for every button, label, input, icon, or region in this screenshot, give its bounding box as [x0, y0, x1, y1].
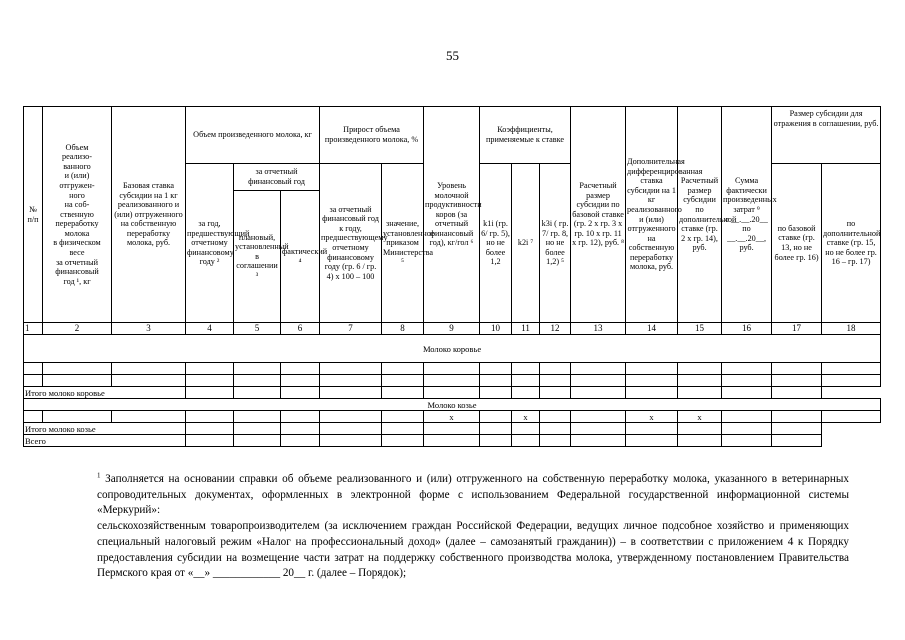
- column-number-cell: 7: [320, 323, 382, 335]
- table-cell: [112, 375, 186, 387]
- header-k3: k3i ( гр. 7/ гр. 8, но не более 1,2) ⁵: [540, 164, 571, 323]
- table-cell: [24, 375, 43, 387]
- table-cell: [540, 363, 571, 375]
- header-actual-costs-period: с __.__.20__ по __.__.20__, руб.: [725, 214, 768, 253]
- header-group-growth: Прирост объема произведенного молока, %: [320, 107, 424, 164]
- header-actual-costs: [722, 107, 777, 323]
- table-cell: [382, 375, 424, 387]
- table-cell: [281, 363, 320, 375]
- column-number-cell: 8: [382, 323, 424, 335]
- goat-total-row: [24, 423, 881, 435]
- subsidy-calculation-table: [23, 106, 881, 447]
- header-sold-volume-line: Объем: [65, 142, 89, 152]
- header-calc-base-subsidy: Расчетный размер субсидии по базовой ставке (гр. 2 х гр. 3 х гр. 10 х гр. 11 х гр. 12), руб. ⁸: [571, 107, 626, 323]
- column-number-cell: 12: [540, 323, 571, 335]
- table-cell: [43, 363, 112, 375]
- footnote-1-mark: 1: [97, 471, 101, 480]
- table-cell: [512, 363, 540, 375]
- table-cell: [571, 363, 626, 375]
- header-sold-volume-line: ванного: [63, 161, 91, 171]
- footnote-1: [64, 472, 849, 582]
- table-cell: [678, 363, 722, 375]
- column-numbers-row: [24, 323, 881, 335]
- goat-row: [24, 411, 881, 423]
- table-cell: [626, 375, 678, 387]
- header-base-rate: Базовая ставка субсидии на 1 кг реализованного и (или) отгруженного на собственную переработку молока, руб.: [112, 107, 186, 323]
- table-cell: [424, 363, 480, 375]
- table-cell: [822, 363, 881, 375]
- section-goat-milk: Молоко козье: [24, 399, 881, 411]
- column-number-cell: 6: [281, 323, 320, 335]
- header-sold-volume-line: переработку: [55, 219, 99, 229]
- table-cell: [626, 363, 678, 375]
- header-group-coefficients: Коэффициенты, применяемые к ставке: [480, 107, 571, 164]
- header-sold-volume-line: реализо-: [61, 152, 92, 162]
- header-productivity: Уровень молочной продуктивности коров (за отчетный финансовый год), кг/гол ⁶: [424, 107, 480, 323]
- footnote-1-paragraph-2: сельскохозяйственным товаропроизводителем (за исключением граждан Российской Федерации, ведущих личное подсобное хозяйство и применяющих специальный налоговый режим «Налог на профессиональный доход» (далее – самозанятый гражданин)) – в соответствии с приложением 4 к Порядку предоставления субсидии на возмещение части затрат на поддержку собственного производства молока, утвержденному постановлением Правительства Пермского края от «__» ____________ 20__ г. (далее – Порядок);: [97, 520, 849, 580]
- column-number-cell: 15: [678, 323, 722, 335]
- header-planned-volume: плановый, установленный в соглашении ³: [234, 191, 281, 323]
- table-cell: [281, 375, 320, 387]
- section-cow-milk: Молоко коровье: [24, 335, 881, 363]
- column-number-cell: 5: [234, 323, 281, 335]
- column-number-cell: 18: [822, 323, 881, 335]
- header-k1: k1i (гр. 6/ гр. 5), но не более 1,2: [480, 164, 512, 323]
- header-k2: k2i ⁷: [512, 164, 540, 323]
- header-growth-actual: за отчетный финансовый год к году, предшествующему отчетному финансовому году (гр. 6 / гр. 4) х 100 – 100: [320, 164, 382, 323]
- header-sold-volume-line: в физическом: [53, 238, 101, 248]
- goat-total-label: Итого молоко козье: [24, 423, 186, 435]
- cow-total-row: [24, 387, 881, 399]
- grand-total-label: Всего: [24, 435, 186, 447]
- table-cell: [480, 375, 512, 387]
- table-cell: [320, 375, 382, 387]
- table-row: [24, 375, 881, 387]
- table-cell: [424, 375, 480, 387]
- header-sold-volume-line: за отчетный: [55, 257, 99, 267]
- header-additional-rate: Дополнительная дифференцированная ставка субсидии на 1 кг реализованного и (или) отгруженного на собственную переработку молока, руб.: [626, 107, 678, 323]
- table-cell: [772, 363, 822, 375]
- table-cell: [186, 363, 234, 375]
- table-row: [24, 363, 881, 375]
- header-sold-volume-line: молока: [64, 228, 90, 238]
- header-sold-volume-line: и (или): [64, 171, 90, 181]
- table-cell: [822, 375, 881, 387]
- cow-total-label: Итого молоко коровье: [24, 387, 186, 399]
- table-cell: [678, 375, 722, 387]
- table-cell: [234, 375, 281, 387]
- x-mark: х: [512, 411, 540, 423]
- header-group-subsidy: Размер субсидии для отражения в соглашении, руб.: [772, 107, 881, 164]
- table-cell: [43, 375, 112, 387]
- table-cell: [772, 375, 822, 387]
- table-cell: [320, 363, 382, 375]
- column-number-cell: 1: [24, 323, 43, 335]
- header-group-reporting-year: за отчетный финансовый год: [234, 164, 320, 191]
- table-cell: [540, 375, 571, 387]
- column-number-cell: 4: [186, 323, 234, 335]
- x-mark: х: [678, 411, 722, 423]
- header-group-produced-volume: Объем произведенного молока, кг: [186, 107, 320, 164]
- column-number-cell: 2: [43, 323, 112, 335]
- table-cell: [186, 375, 234, 387]
- header-subsidy-base: по базовой ставке (гр. 13, но не более гр. 16): [772, 164, 822, 323]
- table-cell: [512, 375, 540, 387]
- table-cell: [24, 363, 43, 375]
- header-actual-volume: фактический ⁴: [281, 191, 320, 323]
- header-row-number: № п/п: [24, 107, 43, 323]
- header-prev-year-volume: за год, предшествующий отчетному финансовому году ²: [186, 164, 234, 323]
- column-number-cell: 13: [571, 323, 626, 335]
- page-number: 55: [446, 48, 459, 63]
- table-cell: [722, 363, 772, 375]
- header-sold-volume-line: финансовый: [55, 267, 99, 277]
- table-cell: [234, 363, 281, 375]
- column-number-cell: 14: [626, 323, 678, 335]
- table-cell: [112, 363, 186, 375]
- header-subsidy-additional: по дополнительной ставке (гр. 15, но не более гр. 16 – гр. 17): [822, 164, 881, 323]
- table-cell: [571, 375, 626, 387]
- header-sold-volume: [43, 107, 112, 323]
- header-sold-volume-line: весе: [69, 248, 85, 258]
- header-sold-volume-line: отгружен-: [59, 180, 95, 190]
- table-cell: [480, 363, 512, 375]
- header-sold-volume-line: ного: [69, 190, 85, 200]
- column-number-cell: 17: [772, 323, 822, 335]
- table-cell: [382, 363, 424, 375]
- header-calc-additional-subsidy: Расчетный размер субсидии по дополнительной ставке (гр. 2 х гр. 14), руб.: [678, 107, 722, 323]
- table-cell: [722, 375, 772, 387]
- header-growth-set: значение, установленное приказом Министерства ⁵: [382, 164, 424, 323]
- header-sold-volume-line: ственную: [60, 209, 94, 219]
- column-number-cell: 3: [112, 323, 186, 335]
- grand-total-row: [24, 435, 881, 447]
- x-mark: х: [626, 411, 678, 423]
- header-sold-volume-line: год ¹, кг: [63, 276, 91, 286]
- header-actual-costs-title: Сумма фактически произведенных затрат ⁹: [723, 176, 777, 214]
- x-mark: х: [424, 411, 480, 423]
- column-number-cell: 16: [722, 323, 772, 335]
- column-number-cell: 10: [480, 323, 512, 335]
- header-sold-volume-line: на соб-: [64, 200, 90, 210]
- footnote-1-text: Заполняется на основании справки об объеме реализованного и (или) отгруженного на собственную переработку молока, указанного в ветеринарных сопроводительных документах, оформленных в электронной форме с использованием Федеральной государственной информационной системы «Меркурий»:: [97, 473, 849, 517]
- column-number-cell: 11: [512, 323, 540, 335]
- column-number-cell: 9: [424, 323, 480, 335]
